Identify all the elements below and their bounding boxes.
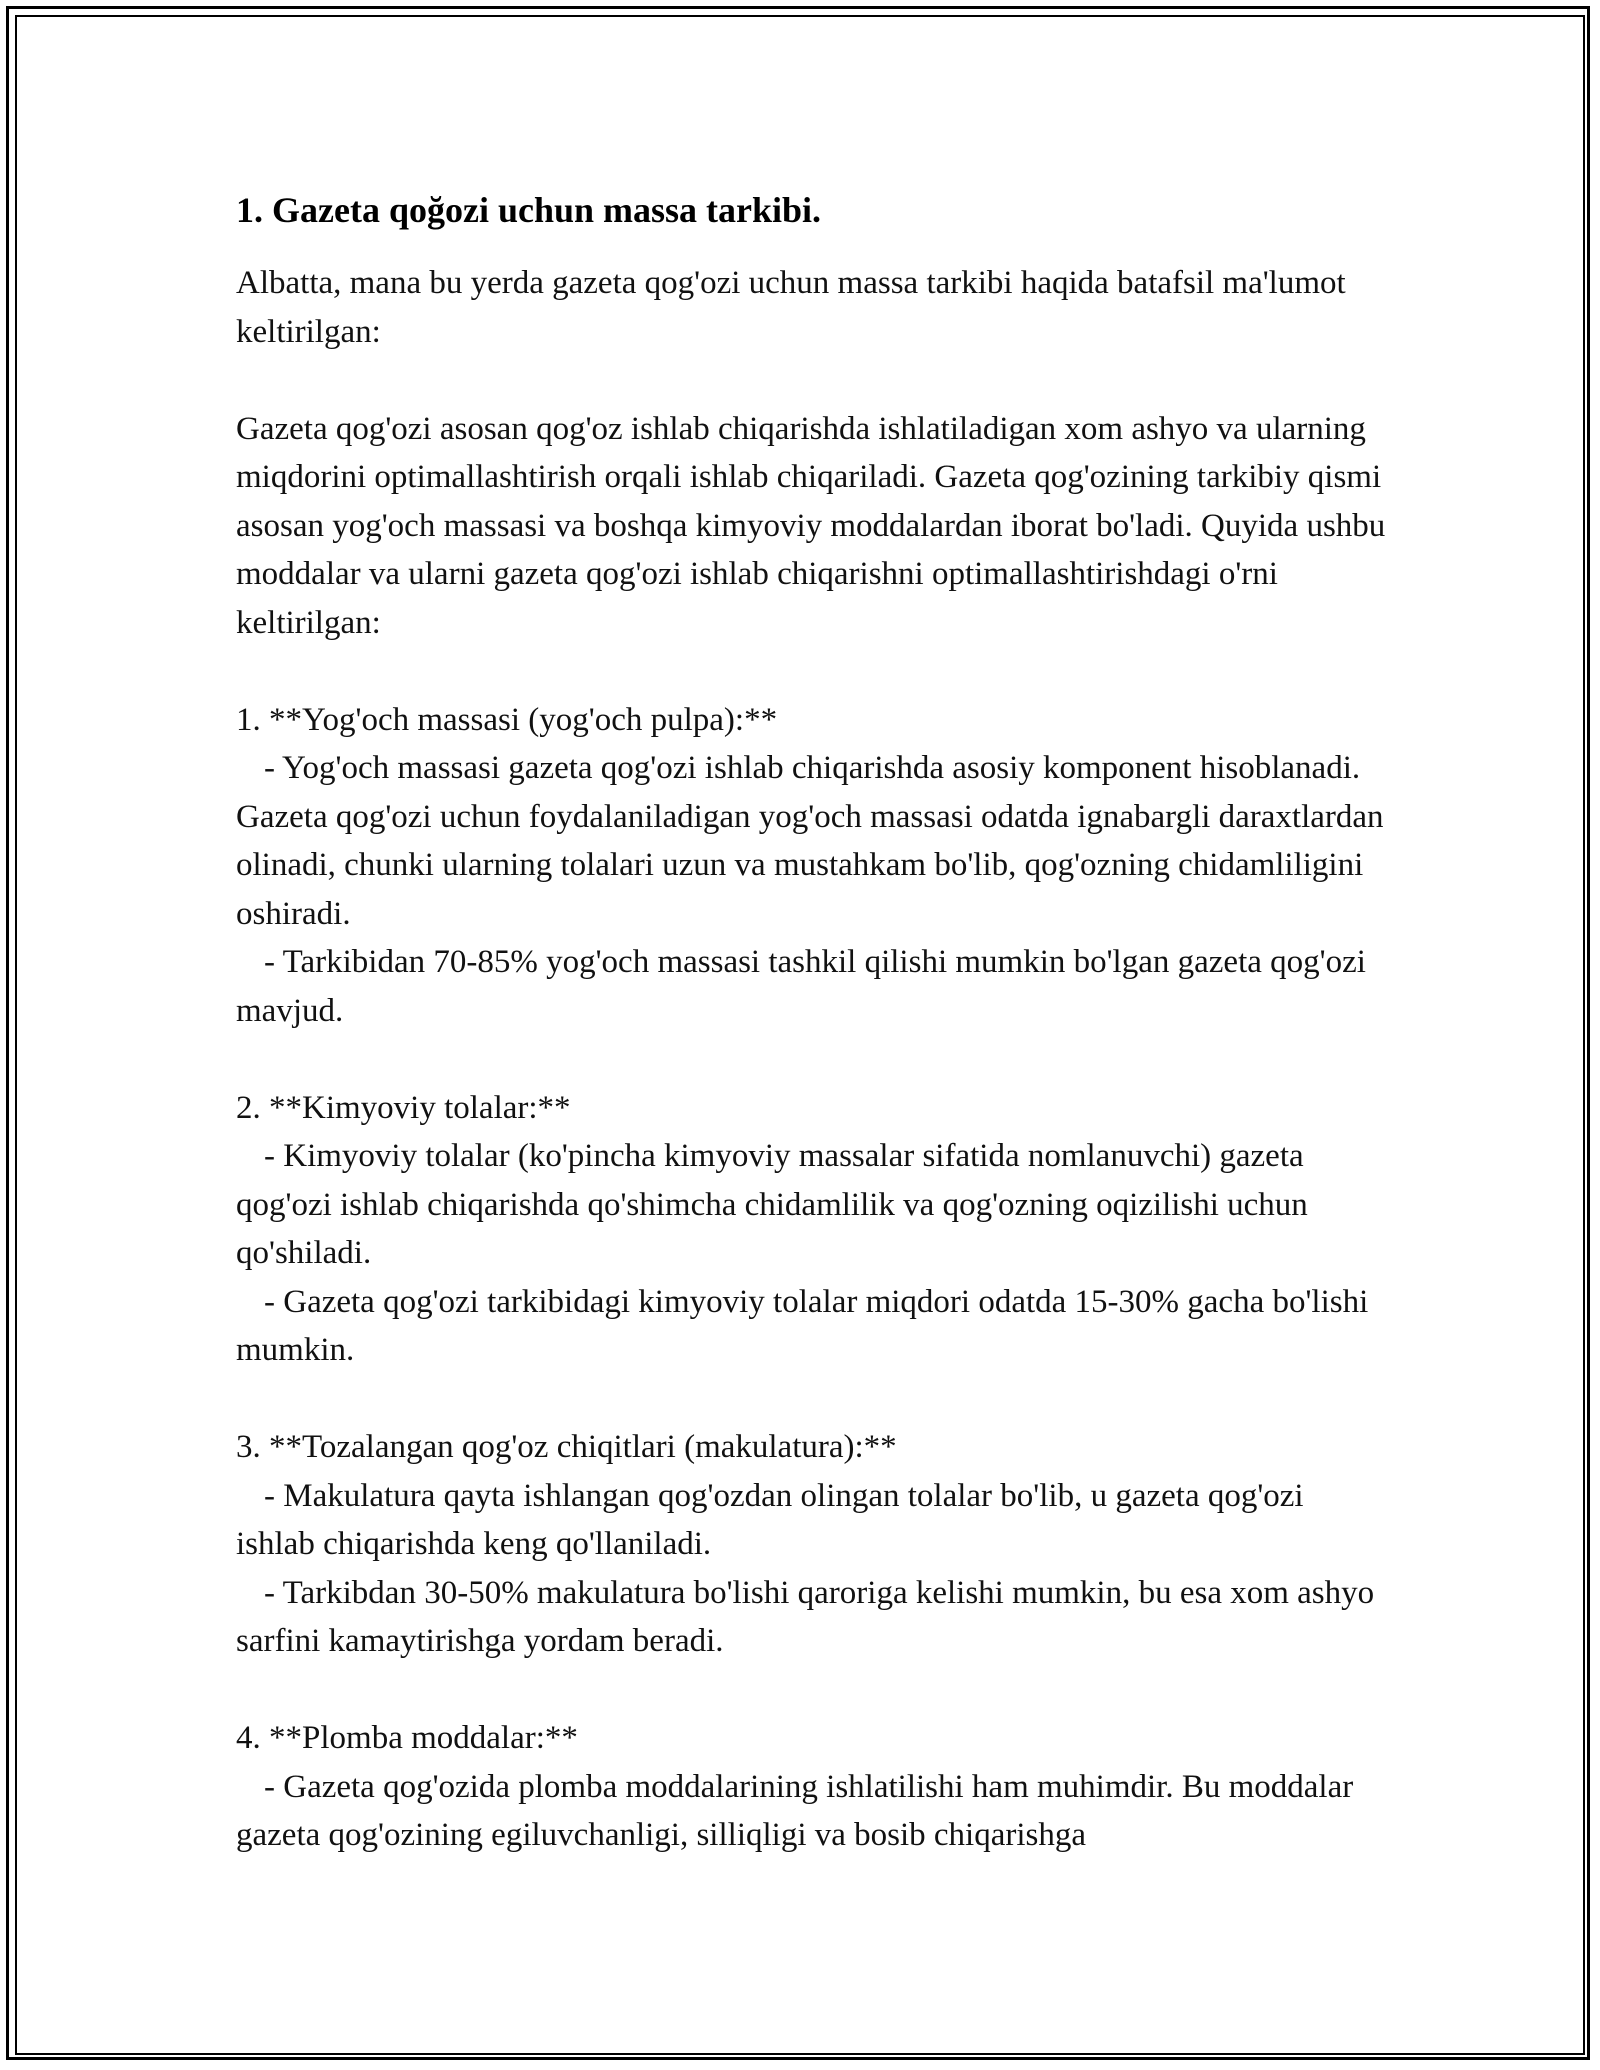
list-item-bullet: - Yog'och massasi gazeta qog'ozi ishlab chiqarishda asosiy komponent hisoblanadi. Gazeta qog'ozi uchun foydalaniladigan yog'och massasi odatda ignabargli daraxtlardan olinadi, chunki ularning tolalari uzun va mustahkam bo'lib, qog'ozning chidamliligini oshiradi. [236, 750, 1384, 932]
list-item-bullet: - Makulatura qayta ishlangan qog'ozdan olingan tolalar bo'lib, u gazeta qog'ozi ishlab chiqarishda keng qo'llaniladi. [236, 1477, 1304, 1562]
list-item-bullet: - Gazeta qog'ozida plomba moddalarining ishlatilishi ham muhimdir. Bu moddalar gazeta qog'ozining egiluvchanligi, silliqligi va bosib chiqarishga [236, 1768, 1354, 1853]
spacer [236, 1666, 1386, 1715]
list-item-bullet: - Kimyoviy tolalar (ko'pincha kimyoviy massalar sifatida nomlanuvchi) gazeta qog'ozi ishlab chiqarishda qo'shimcha chidamlilik va qog'ozning oqizilishi uchun qo'shiladi. [236, 1138, 1308, 1271]
document-body [236, 186, 1386, 1860]
intro-paragraph: Albatta, mana bu yerda gazeta qog'ozi uchun massa tarkibi haqida batafsil ma'lumot keltirilgan: [236, 265, 1346, 350]
spacer [236, 1035, 1386, 1084]
spacer [236, 647, 1386, 696]
document-heading: 1. Gazeta qoğozi uchun massa tarkibi. [236, 190, 822, 230]
list-item-2 [236, 1084, 1386, 1375]
list-item-title: 2. **Kimyoviy tolalar:** [236, 1089, 571, 1126]
list-item-bullet: - Gazeta qog'ozi tarkibidagi kimyoviy tolalar miqdori odatda 15-30% gacha bo'lishi mumkin. [236, 1283, 1369, 1368]
list-item-title: 1. **Yog'och massasi (yog'och pulpa):** [236, 701, 778, 738]
spacer [236, 1375, 1386, 1424]
list-item-3 [236, 1423, 1386, 1666]
list-item-title: 4. **Plomba moddalar:** [236, 1720, 578, 1756]
main-paragraph: Gazeta qog'ozi asosan qog'oz ishlab chiqarishda ishlatiladigan xom ashyo va ularning miqdorini optimallashtirish orqali ishlab chiqariladi. Gazeta qog'ozining tarkibiy qismi asosan yog'och massasi va boshqa kimyoviy moddalardan iborat bo'ladi. Quyida ushbu moddalar va ularni gazeta qog'ozi ishlab chiqarishni optimallashtirishdagi o'rni keltirilgan: [236, 410, 1386, 641]
list-item-bullet: - Tarkibdan 30-50% makulatura bo'lishi qaroriga kelishi mumkin, bu esa xom ashyo sarfini kamaytirishga yordam beradi. [236, 1574, 1375, 1659]
list-item-bullet: - Tarkibidan 70-85% yog'och massasi tashkil qilishi mumkin bo'lgan gazeta qog'ozi mavjud. [236, 944, 1366, 1029]
list-item-title: 3. **Tozalangan qog'oz chiqitlari (makulatura):** [236, 1429, 897, 1465]
list-item-1 [236, 696, 1386, 1036]
list-item-4 [236, 1714, 1386, 1860]
spacer [236, 356, 1386, 405]
